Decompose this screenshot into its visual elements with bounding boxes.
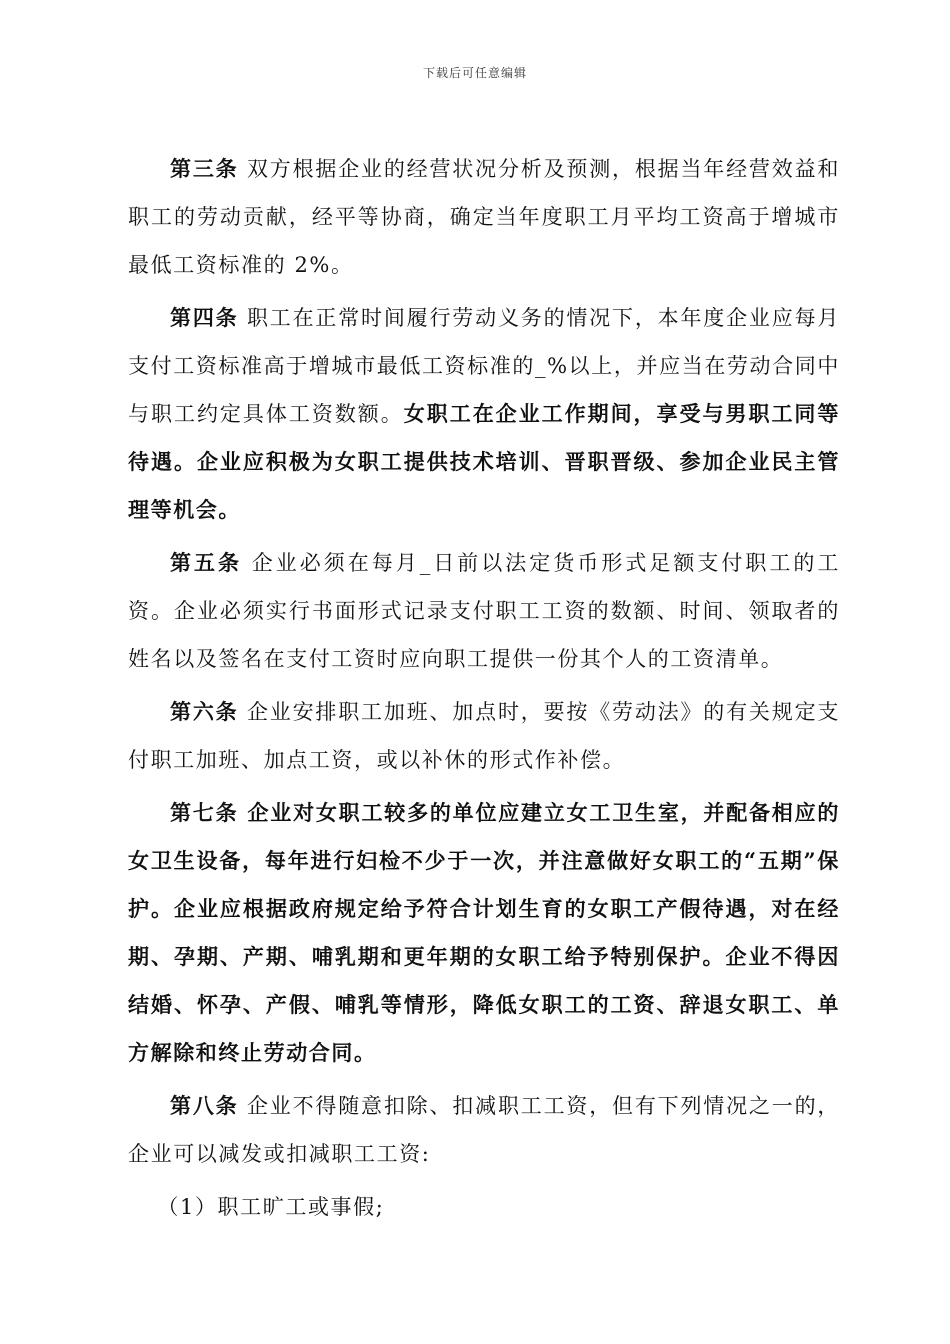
article-3 xyxy=(128,145,840,289)
article-bold-text: 女职工在企业工作期间，享受与男职工同等待遇。企业应积极为女职工提供技术培训、晋职晋级、参加企业民主管理等机会。 xyxy=(128,401,840,522)
article-6 xyxy=(128,688,840,784)
article-text: 职工在正常时间履行劳动义务的情况下，本年度企业应每月支付工资标准高于增城市最低工资标准的_%以上，并应当在劳动合同中与职工约定具体工资数额。 xyxy=(128,306,840,426)
article-8 xyxy=(128,1082,840,1178)
article-bold-text: 企业对女职工较多的单位应建立女工卫生室，并配备相应的女卫生设备，每年进行妇检不少于一次，并注意做好女职工的“五期”保护。企业应根据政府规定给予符合计划生育的女职工产假待遇，对在经期、孕期、产期、哺乳期和更年期的女职工给予特别保护。企业不得因结婚、怀孕、产假、哺乳等情形，降低女职工的工资、辞退女职工、单方解除和终止劳动合同。 xyxy=(128,800,840,1065)
article-5 xyxy=(128,539,840,683)
article-text: 企业不得随意扣除、扣减职工工资，但有下列情况之一的，企业可以减发或扣减职工工资: xyxy=(128,1094,840,1166)
article-label: 第五条 xyxy=(170,550,243,575)
list-item: （1）职工旷工或事假; xyxy=(157,1195,385,1219)
article-7 xyxy=(128,789,840,1077)
page-header: 下载后可任意编辑 xyxy=(422,66,527,80)
article-label: 第六条 xyxy=(170,699,239,724)
article-text: 企业安排职工加班、加点时，要按《劳动法》的有关规定支付职工加班、加点工资，或以补休的形式作补偿。 xyxy=(128,700,840,772)
document-body xyxy=(128,145,840,1236)
article-label: 第三条 xyxy=(170,156,239,181)
article-label: 第八条 xyxy=(170,1093,239,1118)
article-text: 企业必须在每月_日前以法定货币形式足额支付职工的工资。企业必须实行书面形式记录支付职工工资的数额、时间、领取者的姓名以及签名在支付工资时应向职工提供一份其个人的工资清单。 xyxy=(128,551,840,671)
article-text: 双方根据企业的经营状况分析及预测，根据当年经营效益和职工的劳动贡献，经平等协商，确定当年度职工月平均工资高于增城市最低工资标准的 2%。 xyxy=(128,157,840,277)
article-4 xyxy=(128,294,840,534)
article-label: 第四条 xyxy=(170,305,239,330)
article-label: 第七条 xyxy=(170,800,239,825)
